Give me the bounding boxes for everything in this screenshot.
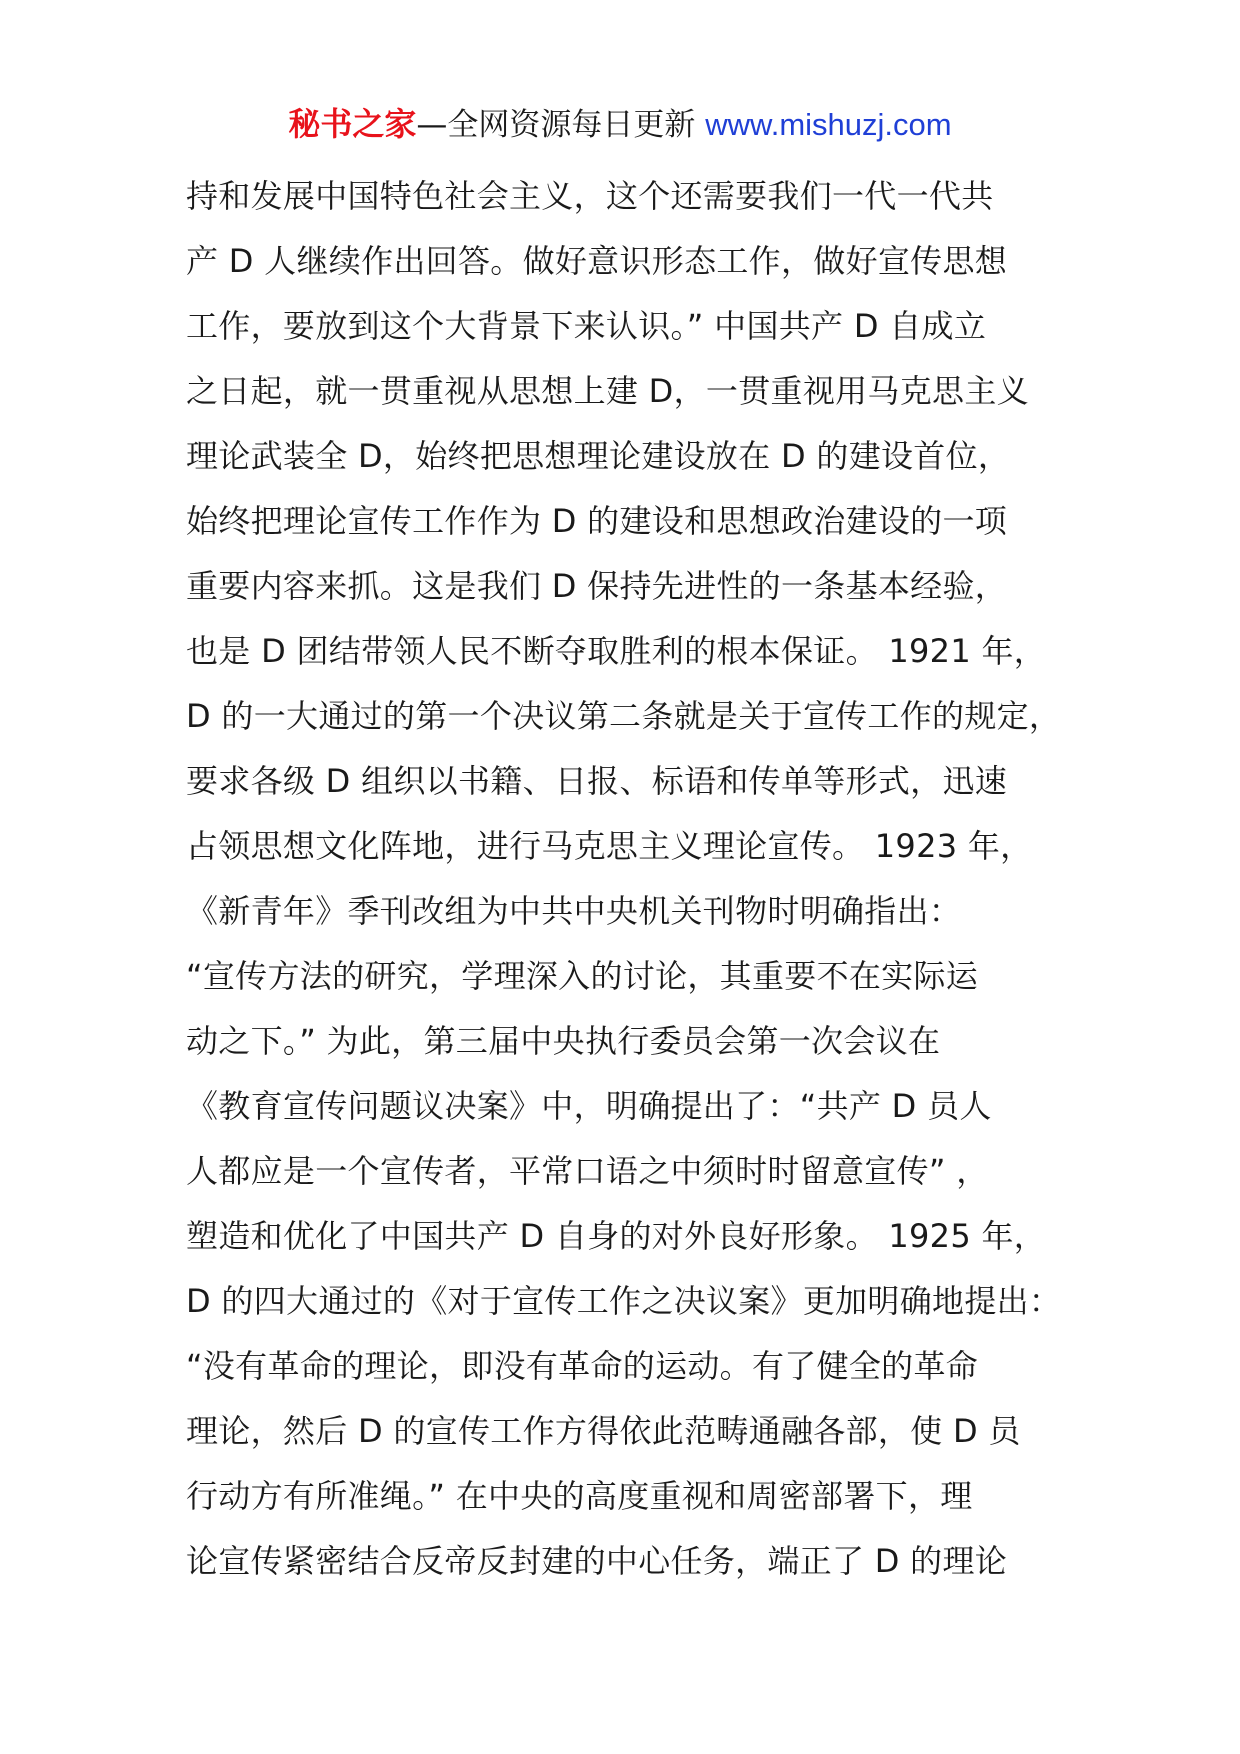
- website-link[interactable]: www.mishuzj.com: [705, 107, 952, 142]
- text-line: 行动方有所准绳。” 在中央的高度重视和周密部署下，理: [186, 1477, 973, 1515]
- text-line: 动之下。” 为此，第三届中央执行委员会第一次会议在: [186, 1022, 941, 1060]
- header-tagline: —全网资源每日更新: [416, 107, 706, 143]
- article-body: [186, 164, 1086, 1594]
- text-line: 重要内容来抓。这是我们 D 保持先进性的一条基本经验，: [186, 567, 1008, 605]
- text-line: 理论，然后 D 的宣传工作方得依此范畴通融各部，使 D 员: [186, 1412, 1021, 1450]
- text-line: 工作，要放到这个大背景下来认识。” 中国共产 D 自成立: [186, 307, 987, 345]
- text-line: 产 D 人继续作出回答。做好意识形态工作，做好宣传思想: [186, 242, 1008, 280]
- text-line: D 的四大通过的《对于宣传工作之决议案》更加明确地提出：: [186, 1282, 1062, 1320]
- text-line: “没有革命的理论，即没有革命的运动。有了健全的革命: [186, 1347, 979, 1385]
- page-header: [0, 102, 1240, 147]
- text-line: D 的一大通过的第一个决议第二条就是关于宣传工作的规定，: [186, 697, 1062, 735]
- text-line: 占领思想文化阵地，进行马克思主义理论宣传。 1923 年，: [186, 827, 1033, 865]
- text-line: 《新青年》季刊改组为中共中央机关刊物时明确指出：: [186, 892, 962, 930]
- brand-name: 秘书之家: [288, 105, 417, 143]
- text-line: 塑造和优化了中国共产 D 自身的对外良好形象。 1925 年，: [186, 1217, 1047, 1255]
- text-line: 始终把理论宣传工作作为 D 的建设和思想政治建设的一项: [186, 502, 1008, 540]
- text-line: 之日起，就一贯重视从思想上建 D，一贯重视用马克思主义: [186, 372, 1029, 410]
- text-line: “宣传方法的研究，学理深入的讨论，其重要不在实际运: [186, 957, 979, 995]
- text-line: 要求各级 D 组织以书籍、日报、标语和传单等形式，迅速: [186, 762, 1008, 800]
- text-line: 人都应是一个宣传者，平常口语之中须时时留意宣传” ，: [186, 1152, 989, 1190]
- text-line: 持和发展中国特色社会主义，这个还需要我们一代一代共: [186, 177, 994, 215]
- text-line: 论宣传紧密结合反帝反封建的中心任务，端正了 D 的理论: [186, 1542, 1008, 1580]
- text-line: 也是 D 团结带领人民不断夺取胜利的根本保证。 1921 年，: [186, 632, 1047, 670]
- text-line: 理论武装全 D，始终把思想理论建设放在 D 的建设首位，: [186, 437, 1011, 475]
- text-line: 《教育宣传问题议决案》中，明确提出了：“共产 D 员人: [186, 1087, 992, 1125]
